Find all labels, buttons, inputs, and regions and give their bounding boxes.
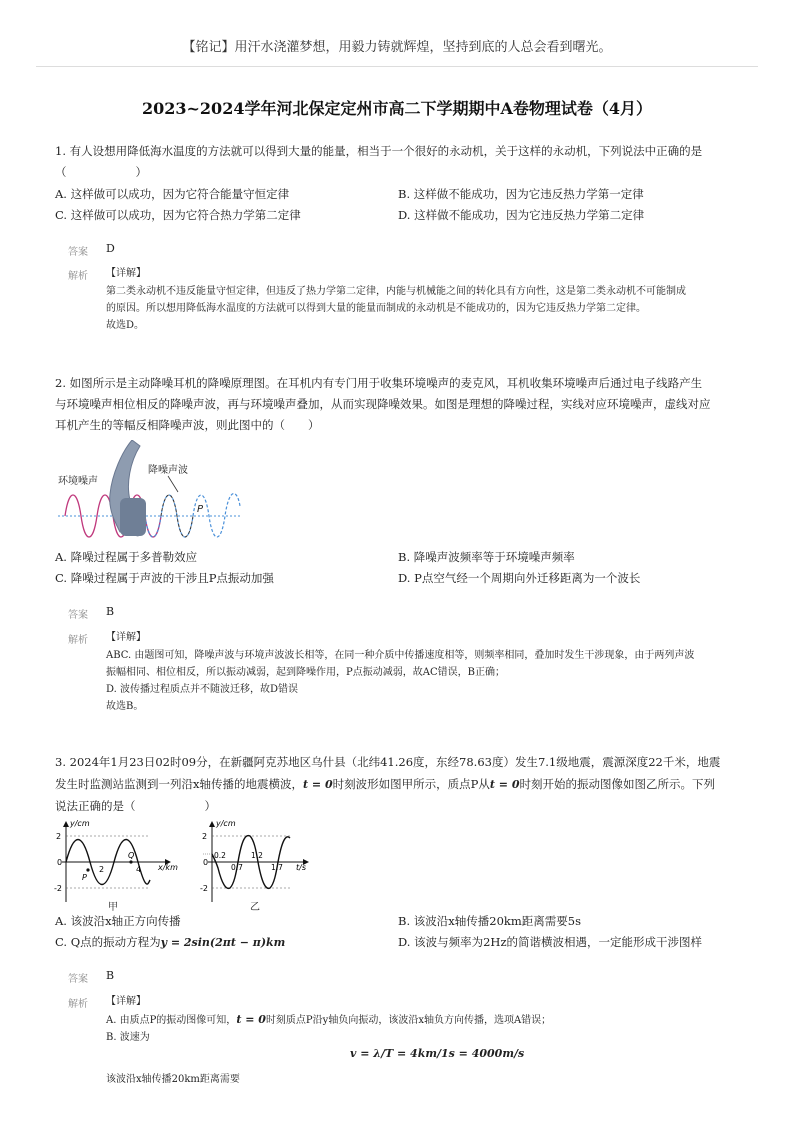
- yi-tick-17: 1.7: [271, 863, 283, 872]
- label-pointer: [168, 476, 178, 492]
- q2-option-c: C. 降噪过程属于声波的干涉且P点振动加强: [55, 571, 274, 585]
- jia-tick-x4: 4: [136, 865, 142, 874]
- motto: 【铭记】用汗水浇灌梦想，用毅力铸就辉煌，坚持到底的人总会看到曙光。: [182, 40, 612, 55]
- q3-answer: B: [106, 969, 115, 982]
- q2-answer: B: [106, 605, 115, 618]
- q3-stem-line2: [55, 774, 715, 795]
- q2-stem-line3: 耳机产生的等幅反相降噪声波，则此图中的（ ）: [55, 418, 320, 432]
- q2-detail-2: 振幅相同、相位相反，所以振动减弱，起到降噪作用，P点振动减弱，故AC错误，B正确；: [106, 667, 505, 678]
- q3-option-b: B. 该波沿x轴传播20km距离需要5s: [398, 914, 581, 928]
- q3-stem-line2c: 时刻开始的振动图像如图乙所示。下列: [519, 777, 715, 791]
- q2-detail-tag: 【详解】: [106, 632, 146, 643]
- yi-tick-y0: 0: [203, 858, 209, 867]
- cancel-wave-dark: [161, 495, 193, 537]
- q1-detail-tag: 【详解】: [106, 268, 146, 279]
- q3-detail-a: [106, 1011, 551, 1029]
- caption-yi: 乙: [250, 902, 260, 913]
- q3-t0-a: t = 0: [302, 778, 333, 791]
- q1-answer: D: [106, 242, 115, 255]
- q3-answer-tag: 答案: [68, 974, 88, 985]
- q3-fig-yi: [198, 818, 316, 910]
- q2-noise-cancel-figure: [50, 440, 245, 548]
- q1-detail-2: 的原因。所以想用降低海水温度的方法就可以得到大量的能量而制成的永动机是不能成功的，因为它违反热力学第二定律。: [106, 303, 646, 314]
- q1-detail-1: 第二类永动机不违反能量守恒定律，但违反了热力学第二定律，内能与机械能之间的转化具有方向性，这是第二类永动机不可能制成: [106, 286, 686, 297]
- cancel-wave: [145, 494, 240, 537]
- q1-option-d: D. 这样做不能成功，因为它违反热力学第二定律: [398, 208, 645, 222]
- q2-answer-tag: 答案: [68, 610, 88, 621]
- q2-stem-line2: 与环境噪声相位相反的降噪声波，再与环境噪声叠加，从而实现降噪效果。如图是理想的降噪过程，实线对应环境噪声，虚线对应: [55, 397, 711, 411]
- jia-tick-y0: 0: [57, 858, 63, 867]
- q2-analysis-tag: 解析: [68, 635, 88, 646]
- q3-fig-jia: [52, 818, 180, 910]
- q1-stem-line2: （ ）: [55, 165, 147, 179]
- q3-option-c-eq: y = 2sin(2πt − π)km: [160, 936, 286, 949]
- yi-tick-yn2: -2: [200, 884, 208, 893]
- q3-detail-end: 该波沿x轴传播20km距离需要: [106, 1074, 240, 1085]
- jia-tick-y2: 2: [56, 832, 62, 841]
- label-p: P: [197, 504, 204, 515]
- q3-detail-tag: 【详解】: [106, 996, 146, 1007]
- q3-detail-a-t0: t = 0: [236, 1013, 266, 1026]
- yi-tick-07: 0.7: [231, 863, 243, 872]
- yi-xlabel: t/s: [296, 863, 306, 872]
- q3-detail-a-post: 时刻质点P沿y轴负向振动，该波沿x轴负方向传播，选项A错误；: [265, 1015, 552, 1026]
- point-p: [86, 868, 89, 871]
- q3-stem-line2a: 发生时监测站监测到一列沿x轴传播的地震横波，: [55, 777, 303, 791]
- jia-label-q: Q: [128, 851, 135, 860]
- yi-ylabel: y/cm: [216, 819, 236, 828]
- q3-detail-b: B. 波速为: [106, 1032, 150, 1043]
- q3-stem-line3: 说法正确的是（ ）: [55, 799, 216, 813]
- q1-detail-3: 故选D。: [106, 320, 145, 331]
- jia-tick-yn2: -2: [54, 884, 62, 893]
- q2-option-d: D. P点空气经一个周期向外迁移距离为一个波长: [398, 571, 641, 585]
- q3-option-c: [55, 934, 285, 950]
- q2-detail-1: ABC. 由题图可知，降噪声波与环境声波波长相等，在同一种介质中传播速度相等，则频率相同，叠加时发生干涉现象，由于两列声波: [106, 650, 695, 661]
- q2-stem-line1: 2. 如图所示是主动降噪耳机的降噪原理图。在耳机内有专门用于收集环境噪声的麦克风，耳机收集环境噪声后通过电子线路产生: [55, 376, 703, 390]
- jia-label-p: P: [82, 873, 87, 882]
- yi-tick-y2: 2: [202, 832, 208, 841]
- q3-option-d: D. 该波与频率为2Hz的简谐横波相遇，一定能形成干涉图样: [398, 935, 703, 949]
- divider: [36, 66, 758, 67]
- q2-detail-4: 故选B。: [106, 701, 144, 712]
- yi-tick-12: 1.2: [251, 851, 263, 860]
- label-cancel-wave: 降噪声波: [148, 465, 188, 476]
- label-env-noise: 环境噪声: [58, 476, 98, 487]
- page-title: 2023~2024学年河北保定定州市高二下学期期中A卷物理试卷（4月）: [141, 99, 653, 118]
- q3-detail-a-pre: A. 由质点P的振动图像可知，: [106, 1015, 237, 1026]
- q1-stem-line1: 1. 有人设想用降低海水温度的方法就可以得到大量的能量，相当于一个很好的永动机，关于这样的永动机，下列说法中正确的是: [55, 144, 703, 158]
- q1-option-a: A. 这样做可以成功，因为它符合能量守恒定律: [55, 187, 290, 201]
- q2-option-a: A. 降噪过程属于多普勒效应: [55, 550, 198, 564]
- q1-analysis-tag: 解析: [68, 271, 88, 282]
- caption-jia: 甲: [108, 902, 118, 913]
- q2-option-b: B. 降噪声波频率等于环境噪声频率: [398, 550, 575, 564]
- q3-option-c-text: C. Q点的振动方程为: [55, 935, 161, 949]
- q3-velocity-equation: v = λ/T = 4km/1s = 4000m/s: [350, 1047, 525, 1060]
- jia-ylabel: y/cm: [70, 819, 90, 828]
- yi-tick-02: 0.2: [214, 851, 226, 860]
- point-q: [129, 860, 132, 863]
- q2-detail-3: D. 波传播过程质点并不随波迁移，故D错误: [106, 684, 299, 695]
- q1-option-c: C. 这样做可以成功，因为它符合热力学第二定律: [55, 208, 301, 222]
- q3-stem-line1: 3. 2024年1月23日02时09分，在新疆阿克苏地区乌什县（北纬41.26度，东经78.63度）发生7.1级地震，震源深度22千米，地震: [55, 755, 721, 769]
- q3-stem-line2b: 时刻波形如图甲所示，质点P从: [332, 777, 490, 791]
- jia-tick-x2: 2: [99, 865, 105, 874]
- earcup-shape: [120, 498, 146, 536]
- q3-t0-b: t = 0: [489, 778, 520, 791]
- q3-analysis-tag: 解析: [68, 999, 88, 1010]
- q3-option-a: A. 该波沿x轴正方向传播: [55, 914, 181, 928]
- jia-xlabel: x/km: [158, 863, 178, 872]
- q1-answer-tag: 答案: [68, 247, 88, 258]
- q1-option-b: B. 这样做不能成功，因为它违反热力学第一定律: [398, 187, 644, 201]
